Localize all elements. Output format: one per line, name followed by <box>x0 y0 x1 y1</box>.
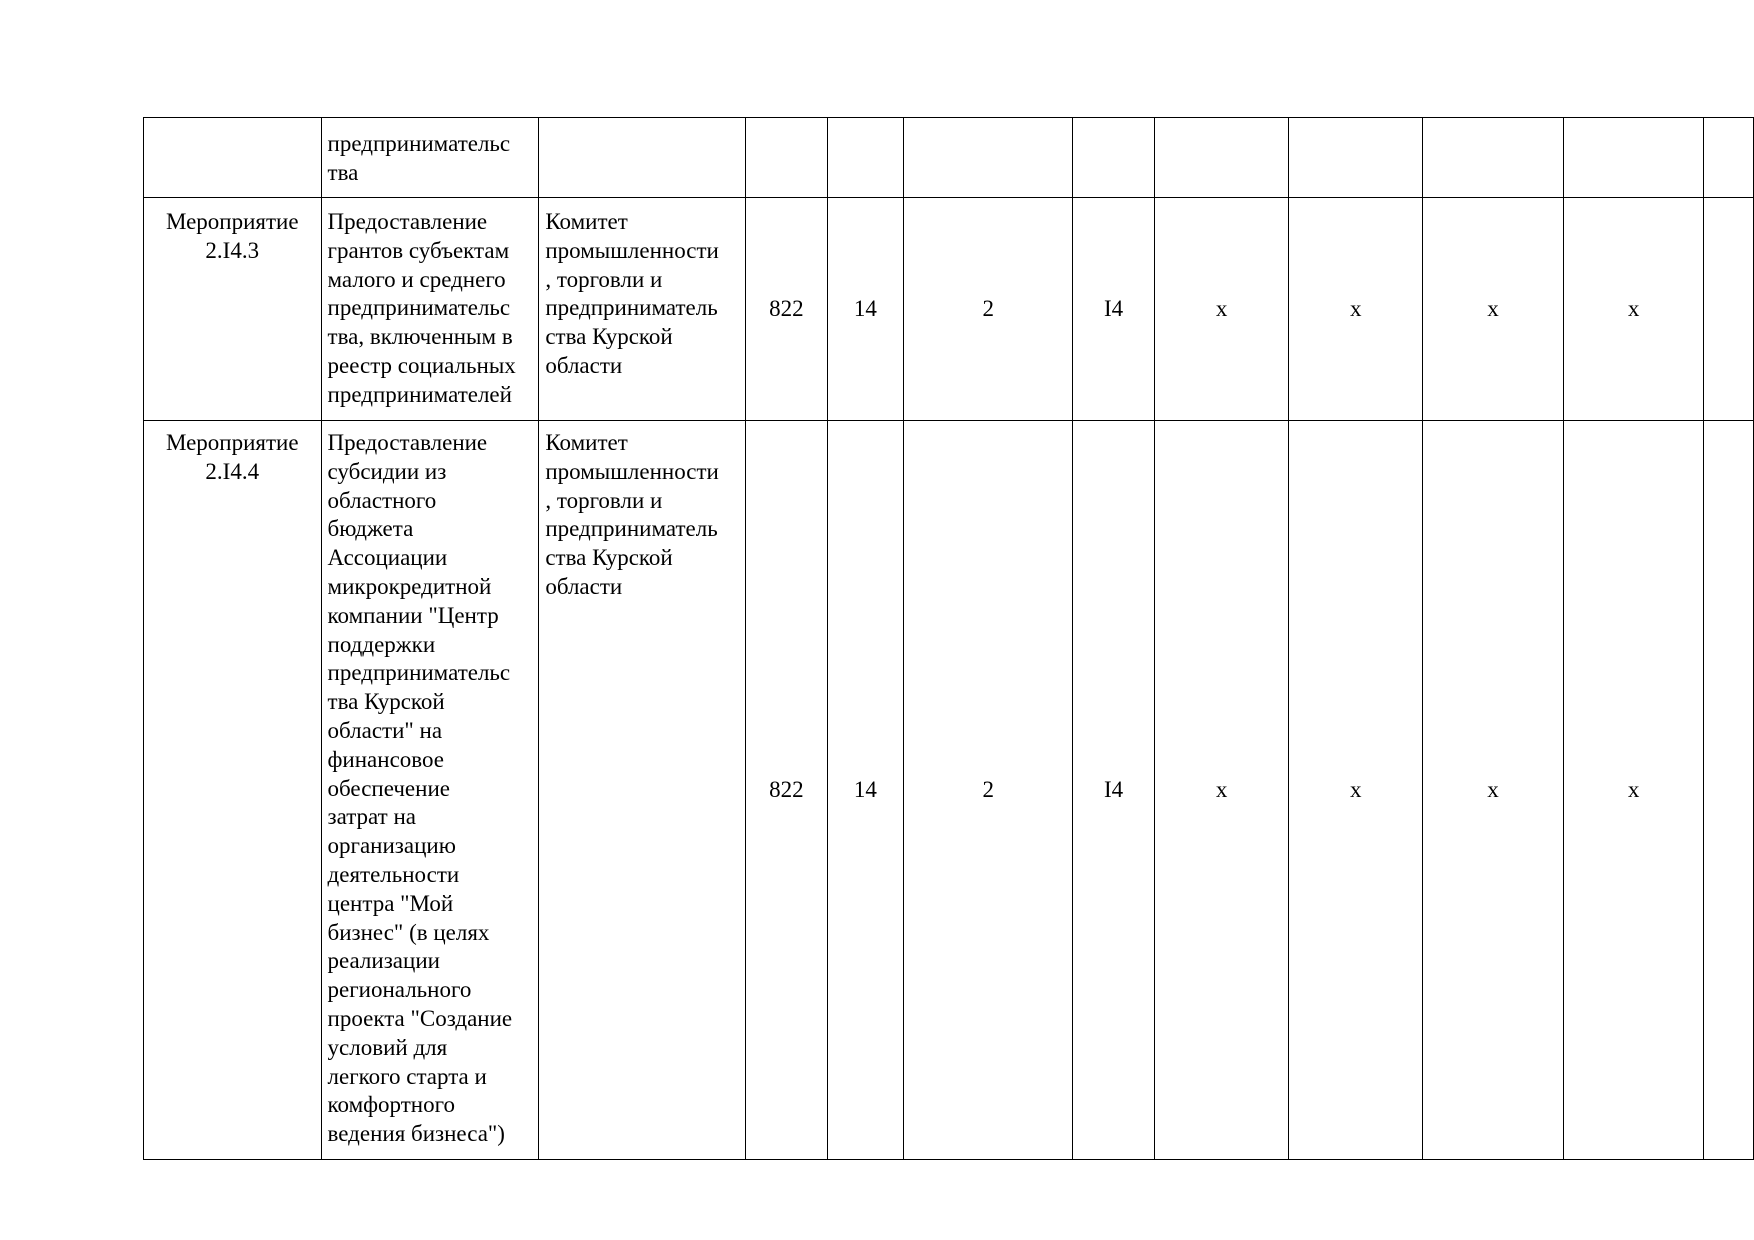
executor-line: области <box>545 573 623 599</box>
measure-name-line: обеспечение <box>327 775 450 801</box>
executor-line: ства Курской <box>545 324 673 350</box>
table-row <box>144 198 1754 421</box>
truncated-cell <box>1704 421 1754 1160</box>
value-mark-cell <box>1423 118 1564 198</box>
truncated-cell <box>1704 198 1754 421</box>
measure-cell <box>144 118 322 198</box>
measure-name-line: Предоставление <box>327 209 488 234</box>
measure-name-line: грантов субъектам <box>327 237 510 263</box>
truncated-cell <box>1704 118 1754 198</box>
value-mark-cell: x <box>1289 198 1423 421</box>
measure-line: 2.I4.4 <box>205 458 260 484</box>
project-code-cell: I4 <box>1073 421 1154 1160</box>
measure-name-line: затрат на <box>327 804 416 830</box>
measure-name-cell <box>321 118 539 198</box>
executor-line: промышленности <box>545 458 719 484</box>
executor-line: предприниматель <box>545 295 718 321</box>
measure-name-line: финансовое <box>327 746 444 772</box>
subsection-code-cell <box>904 118 1073 198</box>
executor-cell <box>539 118 746 198</box>
executor-line: ства Курской <box>545 545 673 571</box>
measure-name-line: регионального <box>327 977 472 1003</box>
measure-name-line: Предоставление <box>327 430 488 455</box>
section-code-cell: 14 <box>827 198 903 421</box>
measure-name-line: Ассоциации <box>327 545 448 571</box>
measure-name-line: субсидии из <box>327 458 447 484</box>
measure-name-line: поддержки <box>327 631 436 657</box>
admin-code-cell <box>746 118 828 198</box>
executor-line: области <box>545 352 623 378</box>
value-mark-cell <box>1289 118 1423 198</box>
budget-measures-table <box>143 117 1754 1160</box>
measure-name-line: тва, включенным в <box>327 324 513 350</box>
measure-name-line: комфортного <box>327 1092 455 1118</box>
value-mark-cell <box>1563 118 1704 198</box>
table-row <box>144 421 1754 1160</box>
measure-name-line: реестр социальных <box>327 352 516 378</box>
measure-name-line: легкого старта и <box>327 1063 487 1089</box>
executor-line: , торговли и <box>545 266 663 292</box>
executor-cell <box>539 421 746 1160</box>
value-mark-cell <box>1154 118 1289 198</box>
measure-name-line: предпринимательс <box>327 295 511 321</box>
project-code-cell: I4 <box>1073 198 1154 421</box>
measure-name-line: бюджета <box>327 516 414 542</box>
measure-name-line: областного <box>327 487 437 513</box>
project-code-cell <box>1073 118 1154 198</box>
executor-cell <box>539 198 746 421</box>
measure-cell <box>144 198 322 421</box>
value-mark-cell: x <box>1154 198 1289 421</box>
measure-name-cell <box>321 198 539 421</box>
measure-name-line: деятельности <box>327 861 460 887</box>
executor-line: Комитет <box>545 430 628 455</box>
measure-name-line: области" на <box>327 717 443 743</box>
value-mark-cell: x <box>1154 421 1289 1160</box>
measure-name-line: организацию <box>327 833 456 859</box>
measure-name-line: малого и среднего <box>327 266 506 292</box>
section-code-cell: 14 <box>827 421 903 1160</box>
section-code-cell <box>827 118 903 198</box>
value-mark-cell: x <box>1563 198 1704 421</box>
value-mark-cell: x <box>1563 421 1704 1160</box>
value-mark-cell: x <box>1423 198 1564 421</box>
measure-line: 2.I4.3 <box>205 237 260 263</box>
admin-code-cell: 822 <box>746 421 828 1160</box>
measure-name-line: микрокредитной <box>327 573 492 599</box>
measure-name-line: предпринимателей <box>327 381 512 407</box>
executor-line: , торговли и <box>545 487 663 513</box>
executor-line: промышленности <box>545 237 719 263</box>
executor-line: Комитет <box>545 209 628 234</box>
measure-cell <box>144 421 322 1160</box>
table-row <box>144 118 1754 198</box>
measure-line: Мероприятие <box>165 430 299 455</box>
measure-name-line: реализации <box>327 948 440 974</box>
measure-name-cell <box>321 421 539 1160</box>
measure-name-line: компании "Центр <box>327 602 499 628</box>
measure-name-line: бизнес" (в целях <box>327 919 490 945</box>
measure-name-line: тва <box>327 159 359 185</box>
measure-name-line: предпринимательс <box>327 131 511 156</box>
subsection-code-cell: 2 <box>904 198 1073 421</box>
value-mark-cell: x <box>1423 421 1564 1160</box>
executor-line: предприниматель <box>545 516 718 542</box>
measure-name-line: условий для <box>327 1034 448 1060</box>
subsection-code-cell: 2 <box>904 421 1073 1160</box>
measure-name-line: предпринимательс <box>327 660 511 686</box>
measure-name-line: тва Курской <box>327 689 445 715</box>
measure-name-line: проекта "Создание <box>327 1005 513 1031</box>
measure-line: Мероприятие <box>165 209 299 234</box>
measure-name-line: центра "Мой <box>327 890 454 916</box>
value-mark-cell: x <box>1289 421 1423 1160</box>
measure-name-line: ведения бизнеса") <box>327 1121 505 1147</box>
admin-code-cell: 822 <box>746 198 828 421</box>
